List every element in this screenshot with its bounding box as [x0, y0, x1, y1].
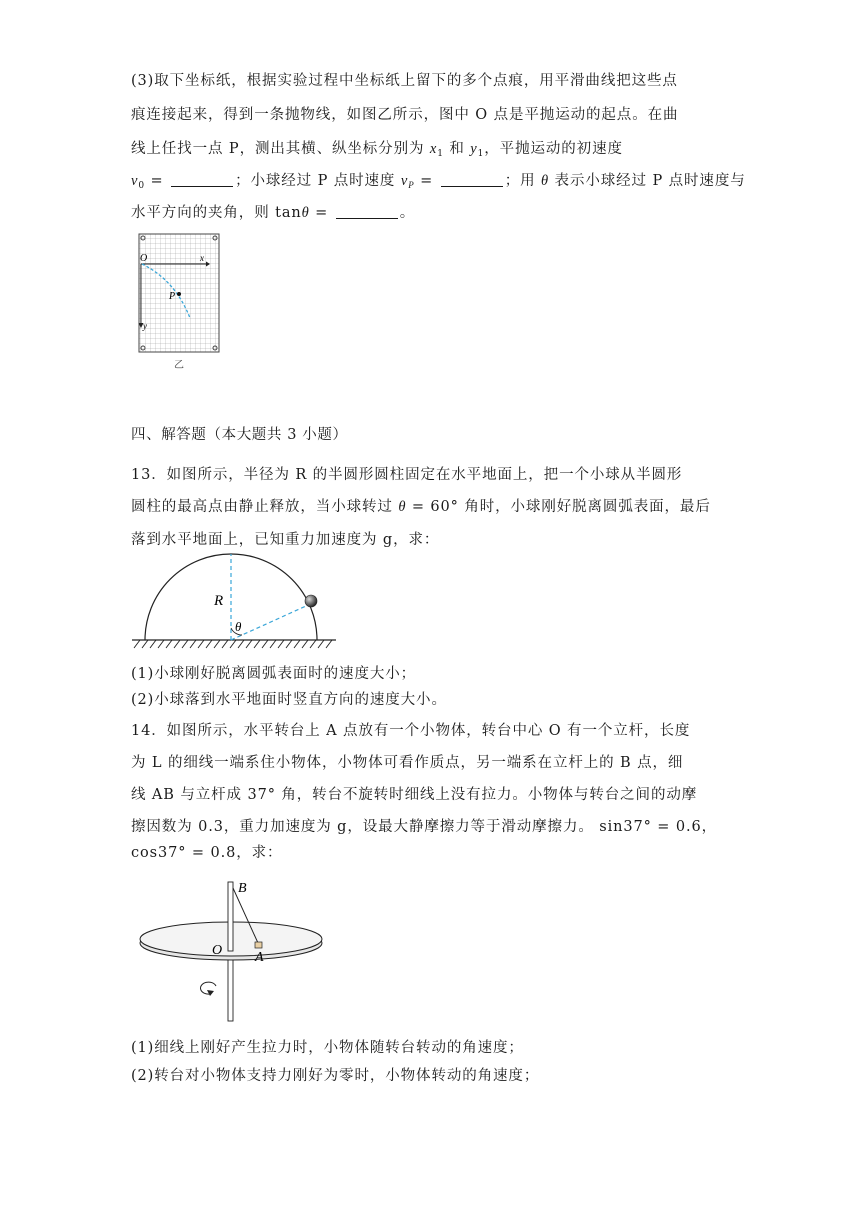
var-v0: v	[131, 173, 139, 189]
figure-yi-grid-paper	[130, 228, 230, 374]
figure-semicircle	[130, 550, 340, 658]
label-y: y	[143, 321, 147, 331]
q12-line3-and: 和	[443, 141, 471, 157]
q12-part3-line4	[131, 171, 746, 196]
vertical-rod	[228, 882, 233, 951]
q14-line2: 为 L 的细线一端系住小物体，小物体可看作质点，另一端系在立杆上的 B 点，细	[131, 755, 684, 771]
equals-sign: =	[309, 205, 334, 221]
var-v0-sub: 0	[138, 181, 145, 191]
rotation-arrowhead-icon	[207, 990, 214, 996]
q14-line3: 线 AB 与立杆成 37° 角，转台不旋转时细线上没有拉力。小物体与转台之间的动摩	[131, 787, 698, 803]
label-o: O	[212, 943, 223, 958]
label-x: x	[200, 253, 204, 263]
q12-line5-text: 水平方向的夹角，则 tan	[131, 205, 302, 221]
q14-sub2: (2)转台对小物体支持力刚好为零时，小物体转动的角速度；	[131, 1068, 540, 1084]
var-y1: y	[470, 141, 478, 157]
var-vp-sub: P	[408, 180, 415, 190]
section-heading: 四、解答题（本大题共 3 小题）	[131, 427, 348, 443]
figure-caption: 乙	[174, 360, 184, 371]
q12-line4-tail: 表示小球经过 P 点时速度与	[549, 173, 746, 189]
point-p	[177, 292, 181, 296]
figure-turntable	[134, 876, 334, 1026]
answer-blank-vp[interactable]	[441, 172, 503, 187]
equals-sign: =	[414, 173, 439, 189]
var-theta: θ	[541, 173, 550, 189]
q14-line5: cos37° = 0.8，求：	[131, 845, 283, 861]
q14-line4: 擦因数为 0.3，重力加速度为 g，设最大静摩擦力等于滑动摩擦力。 sin37° = 0.6，	[131, 819, 718, 835]
q12-line4-mid: ；小球经过 P 点时速度	[235, 173, 401, 189]
equals-sign: =	[144, 173, 170, 189]
var-y1-sub: 1	[477, 149, 485, 159]
var-theta: θ	[301, 205, 310, 221]
label-p: P	[169, 291, 176, 302]
q12-line3-text-a: 线上任找一点 P，测出其横、纵坐标分别为	[131, 141, 430, 157]
q12-part3-line5	[131, 203, 415, 223]
q12-line4-sep: ；用	[504, 173, 541, 189]
radius-angled	[231, 606, 306, 640]
ground-hatching	[134, 640, 332, 648]
var-x1: x	[429, 141, 438, 157]
q13-sub1: (1)小球刚好脱离圆弧表面时的速度大小；	[131, 666, 417, 682]
ball-icon	[305, 595, 317, 607]
small-object	[255, 942, 262, 948]
answer-blank-tan[interactable]	[336, 204, 398, 219]
var-x1-sub: 1	[437, 149, 444, 159]
label-o: O	[140, 253, 148, 264]
label-b: B	[238, 881, 247, 896]
q12-line5-end: 。	[399, 205, 416, 221]
q13-line2	[131, 497, 711, 517]
q12-part3-line2: 痕连接起来，得到一条抛物线，如图乙所示，图中 O 点是平抛运动的起点。在曲	[131, 107, 679, 123]
q12-part3-line3	[131, 139, 623, 164]
q12-line3-text-b: ，平抛运动的初速度	[484, 141, 623, 157]
q13-line2-text-b: = 60° 角时，小球刚好脱离圆弧表面，最后	[406, 499, 711, 515]
var-theta: θ	[398, 499, 407, 515]
label-a: A	[255, 950, 264, 965]
answer-blank-v0[interactable]	[171, 172, 233, 187]
var-vp: v	[400, 173, 409, 189]
q13-line3: 落到水平地面上，已知重力加速度为 g，求：	[131, 532, 440, 548]
q13-sub2: (2)小球落到水平地面时竖直方向的速度大小。	[131, 692, 447, 708]
label-theta: θ	[235, 619, 242, 634]
q14-sub1: (1)细线上刚好产生拉力时，小物体随转台转动的角速度；	[131, 1040, 524, 1056]
axle-rod	[228, 960, 233, 1021]
label-r: R	[214, 593, 224, 609]
q13-line2-text-a: 圆柱的最高点由静止释放，当小球转过	[131, 499, 399, 515]
q14-line1: 14．如图所示，水平转台上 A 点放有一个小物体，转台中心 O 有一个立杆，长度	[131, 723, 691, 739]
q12-part3-line1: (3)取下坐标纸，根据实验过程中坐标纸上留下的多个点痕，用平滑曲线把这些点	[131, 73, 678, 89]
q13-line1: 13．如图所示，半径为 R 的半圆形圆柱固定在水平地面上，把一个小球从半圆形	[131, 467, 683, 483]
